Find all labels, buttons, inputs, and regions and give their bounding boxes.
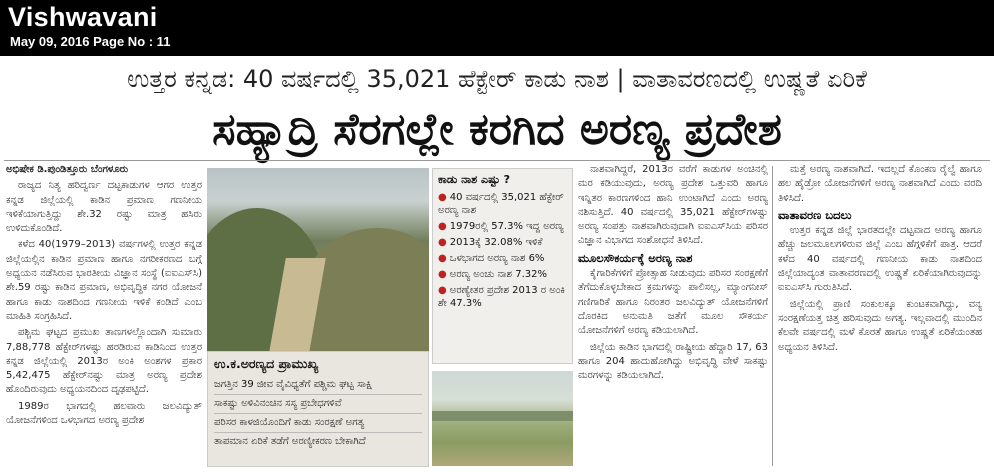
newspaper-brand: Vishwavani: [8, 2, 158, 32]
importance-row: ಪರಿಸರ ಕಾಳಜಿಯೊಂದಿಗೆ ಕಾಡು ಸಂರಕ್ಷಣೆ ಅಗತ್ಯ: [214, 414, 422, 433]
fact-text: ಅರಣ್ಯೇತರ ಪ್ರದೇಶ 2013 ರ ಅಂಕಿ ಶೇ 47.3%: [438, 285, 565, 309]
byline: ಅಭಿಷೇಕ ಡಿ.ಪುಂಡಿತ್ತೂರು ಬೆಂಗಳೂರು: [6, 164, 129, 175]
bullet-icon: ●: [438, 237, 447, 248]
fact-text: 1979ರಲ್ಲಿ 57.3% ಇದ್ದ ಅರಣ್ಯ: [449, 221, 564, 232]
deforested-land-photo: [432, 371, 573, 466]
kicker-headline: ಉತ್ತರ ಕನ್ನಡ: 40 ವರ್ಷದಲ್ಲಿ 35,021 ಹೆಕ್ಟೇರ್ ಕಾಡು ನಾಶ | ವಾತಾವರಣದಲ್ಲಿ ಉಷ್ಣತೆ ಏರಿಕೆ: [127, 65, 867, 93]
bullet-icon: ●: [438, 269, 447, 280]
paragraph: ಉತ್ತರ ಕನ್ನಡ ಜಿಲ್ಲೆ ಭಾರತದಲ್ಲೇ ದಟ್ಟವಾದ ಅರಣ್ಯ ಹಾಗೂ ಹೆಚ್ಚು ಜಲಮೂಲಗಳಿರುವ ಜಿಲ್ಲೆ ಎಂಬ ಹೆಗ್ಗಳಿಕೆಗೆ ಪಾತ್ರ. ಆದರೆ ಕಳೆದ 40 ವರ್ಷದಲ್ಲಿ ಗಣನೀಯ ಕಾಡು ನಾಶದಿಂದ ಜಿಲ್ಲೆಯಾದ್ಯಂತ ವಾತಾವರಣದಲ್ಲಿ ಉಷ್ಣತೆ ಏರಿಕೆಯಾಗಿರುವುದನ್ನು ಐಐಎಸ್‌ಸಿ ಗುರುತಿಸಿದೆ.: [778, 225, 982, 294]
bullet-icon: ●: [438, 221, 447, 232]
section-subhead: ಮೂಲಸೌಕರ್ಯಕ್ಕೆ ಅರಣ್ಯ ನಾಶ: [578, 250, 693, 265]
bullet-icon: ●: [438, 192, 447, 203]
forest-valley-photo: [207, 168, 429, 351]
dateline: May 09, 2016 Page No : 11: [10, 34, 171, 49]
fact-row: [438, 236, 567, 249]
article-column-3: [578, 163, 768, 468]
fact-text: 2013ಕ್ಕೆ 32.08% ಇಳಿಕೆ: [449, 237, 543, 248]
paragraph: ಮತ್ತೆ ಅರಣ್ಯ ನಾಶವಾಗಿದೆ. ಇದಲ್ಲದೆ ಕೊಂಕಣ ರೈಲ್ವೆ ಹಾಗೂ ಹಲ ಹೈಡ್ರೋ ಯೋಜನೆಗಳಿಗೆ ಅರಣ್ಯ ನಾಶವಾಗಿದೆ ಎಂದು ವರದಿ ತಿಳಿಸಿದೆ.: [778, 164, 982, 204]
column-divider: [772, 166, 773, 466]
fact-text: ಒಳಭಾಗದ ಅರಣ್ಯ ನಾಶ 6%: [449, 253, 545, 264]
fact-row: [438, 252, 567, 265]
facts-title: ಕಾಡು ನಾಶ ಎಷ್ಟು ?: [438, 173, 511, 186]
fact-row: [438, 191, 567, 217]
bullet-icon: ●: [438, 285, 447, 296]
fact-text: 40 ವರ್ಷದಲ್ಲಿ 35,021 ಹೆಕ್ಟೇರ್ ಅರಣ್ಯ ನಾಶ: [438, 192, 564, 216]
paragraph: ಕಳೆದ 40(1979–2013) ವರ್ಷಗಳಲ್ಲಿ ಉತ್ತರ ಕನ್ನಡ ಜಿಲ್ಲೆಯಲ್ಲಿನ ಕಾಡಿನ ಪ್ರಮಾಣ ಹಾಗೂ ನಗರೀಕರಣದ ಬಗ್ಗೆ ಅಧ್ಯಯನ ನಡೆಸಿರುವ ಭಾರತೀಯ ವಿಜ್ಞಾನ ಸಂಸ್ಥೆ (ಐಐಎಸ್‌ಸಿ) ಶೇ.59 ರಷ್ಟು ಕಾಡಿನ ಪ್ರಮಾಣ, ಅಭಿವೃದ್ಧಿಕ ನಗರ ಯೋಜನೆ ಹಾಗೂ ಕಾಡು ನಾಶದಿಂದ ಗಣನೀಯ ಇಳಿಕೆ ಕಂಡಿದೆ ಎಂಬ ಮಾಹಿತಿ ಸಂಗ್ರಹಿಸಿದೆ.: [6, 239, 202, 322]
importance-row: ತಾಪಮಾನ ಏರಿಕೆ ತಡೆಗೆ ಅರಣ್ಯೀಕರಣ ಬೇಕಾಗಿದೆ: [214, 436, 366, 447]
paragraph: ಜಿಲ್ಲೆಯಲ್ಲಿ ಪ್ರಾಣಿ ಸಂಕುಲಕ್ಕೂ ಕುಂಟಕವಾಗಿದ್ದು, ವನ್ಯ ಸಂರಕ್ಷಣೆಯತ್ತ ಚಿತ್ತ ಹರಿಸುವುದು ಅಗತ್ಯ. ಇಲ್ಲವಾದಲ್ಲಿ ಮುಂದಿನ ಕೆಲವೇ ವರ್ಷದಲ್ಲಿ ಮಳೆ ಕೊರತೆ ಹಾಗೂ ಉಷ್ಣತೆ ಏರಿಕೆಯಂತಹ ಅಧ್ಯಯನ ತಿಳಿಸಿದೆ.: [778, 298, 982, 353]
paragraph: ಕೈಗಾರಿಕೆಗಳಿಗೆ ಪ್ರೋತ್ಸಾಹ ನೀಡುವುದು ಪರಿಸರ ಸಂರಕ್ಷಣೆಗೆ ತೆಗೆದುಕೊಳ್ಳಬೇಕಾದ ಕ್ರಮಗಳನ್ನು ಪಾಲಿಸಲ್ಲ, ಮ್ಯಾಂಗನೀಸ್ ಗಣಿಗಾರಿಕೆ ಹಾಗೂ ನಿರಂತರ ಜಲವಿದ್ಯುತ್ ಯೋಜನೆಗಳಿಗೆ ದೊರಕಿದ ಅನುಮತಿ ಜತೆಗೆ ಮೂಲ ಸೌಕರ್ಯ ಯೋಜನೆಗಳಿಗೆ ಅರಣ್ಯ ಕಡಿಯಲಾಗಿದೆ.: [578, 268, 768, 337]
importance-title: ಉ.ಕ.ಅರಣ್ಯದ ಪ್ರಾಮುಖ್ಯ: [214, 356, 319, 371]
article-column-1: [6, 163, 202, 468]
fact-row: [438, 220, 567, 233]
paragraph: ಪಶ್ಚಿಮ ಘಟ್ಟದ ಪ್ರಮುಖ ತಾಣಗಳಲ್ಲೊಂದಾಗಿ ಸುಮಾರು 7,88,778 ಹೆಕ್ಟೇರ್‌ಗಳಷ್ಟು ಹರಡಿರುವ ಕಾಡಿನಿಂದ ಉತ್ತರ ಕನ್ನಡ ಜಿಲ್ಲೆಯಲ್ಲಿ 2013ರ ಅಂಕಿ ಅಂಶಗಳ ಪ್ರಕಾರ 5,42,475 ಹೆಕ್ಟೇರ್‌ನಷ್ಟು ಮಾತ್ರ ಅರಣ್ಯ ಪ್ರದೇಶ ಹೊಂದಿರುವುದು ಅಧ್ಯಯನದಿಂದ ದೃಢಪಟ್ಟಿದೆ.: [6, 327, 202, 396]
article-column-4: [778, 163, 982, 468]
fact-row: [438, 284, 567, 310]
paragraph: ಜಿಲ್ಲೆಯ ಕಾಡಿನ ಭಾಗದಲ್ಲಿ ರಾಷ್ಟ್ರೀಯ ಹೆದ್ದಾರಿ 17, 63 ಹಾಗೂ 204 ಹಾದುಹೋಗಿದ್ದು ಅಭಿವೃದ್ಧಿ ವೇಳೆ ಸಾಕಷ್ಟು ಮರಗಳನ್ನು ಕಡಿಯಲಾಗಿದೆ.: [578, 341, 768, 382]
divider: [4, 160, 990, 161]
paragraph: ರಾಜ್ಯದ ನಿತ್ಯ ಹರಿದ್ವರ್ಣ ದಟ್ಟಕಾಡುಗಳ ಆಗರ ಉತ್ತರ ಕನ್ನಡ ಜಿಲ್ಲೆಯಲ್ಲಿ ಕಾಡಿನ ಪ್ರಮಾಣ ಗಣನೀಯ ಇಳಿಕೆಯಾಗುತ್ತಿದ್ದು ಶೇ.32 ರಷ್ಟು ಮಾತ್ರ ಹಸಿರು ಉಳಿದುಕೊಂಡಿದೆ.: [6, 180, 202, 235]
facts-box: [432, 168, 573, 364]
fact-text: ಅರಣ್ಯ ಅಂಚು ನಾಶ 7.32%: [449, 269, 547, 280]
masthead: [0, 0, 994, 56]
main-headline: ಸಹ್ಯಾದ್ರಿ ಸೆರಗಲ್ಲೇ ಕರಗಿದ ಅರಣ್ಯ ಪ್ರದೇಶ: [212, 104, 782, 155]
paragraph: 1989ರ ಭಾಗದಲ್ಲಿ ಹಲವಾರು ಜಲವಿದ್ಯುತ್ ಯೋಜನೆಗಳಿಂದ ಒಳಭಾಗದ ಅರಣ್ಯ ಪ್ರದೇಶ: [6, 400, 202, 427]
paragraph: ನಾಶವಾಗಿದ್ದರೆ, 2013ರ ವರೆಗೆ ಕಾಡುಗಳ ಅಂಚಿನಲ್ಲಿ ಮರ ಕಡಿಯುವುದು, ಅರಣ್ಯ ಪ್ರದೇಶ ಒತ್ತುವರಿ ಹಾಗೂ ಇನ್ನಿತರ ಕಾರಣಗಳಿಂದ ಹಾನಿ ಉಂಟಾಗಿದೆ ಎಂದು ಅರಣ್ಯ ನಶಿಸುತ್ತಿದೆ. 40 ವರ್ಷದಲ್ಲಿ 35,021 ಹೆಕ್ಟೇರ್‌ಗಳಷ್ಟು ಅರಣ್ಯ ಸಂಪತ್ತು ನಾಶವಾಗಿರುವುದಾಗಿ ಐಐಎಸ್‌ಸಿಯ ಪರಿಸರ ವಿಜ್ಞಾನ ವಿಭಾಗದ ಸಂಶೋಧನೆ ತಿಳಿಸಿದೆ.: [578, 164, 768, 247]
fact-row: [438, 268, 567, 281]
importance-box: [207, 351, 429, 467]
section-subhead: ವಾತಾವರಣ ಬದಲು: [778, 207, 852, 222]
importance-row: ಸಾಕಷ್ಟು ಅಳಿವಿನಂಚಿನ ಸಸ್ಯ ಪ್ರಬೇಧಗಳಿವೆ: [214, 395, 422, 414]
photo-treeline-shape: [432, 411, 573, 421]
bullet-icon: ●: [438, 253, 447, 264]
importance-row: ಜಗತ್ತಿನ 39 ಜೀವ ವೈವಿಧ್ಯತೆಗೆ ಪಶ್ಚಿಮ ಘಟ್ಟ ಸಾಕ್ಷಿ: [214, 376, 422, 395]
